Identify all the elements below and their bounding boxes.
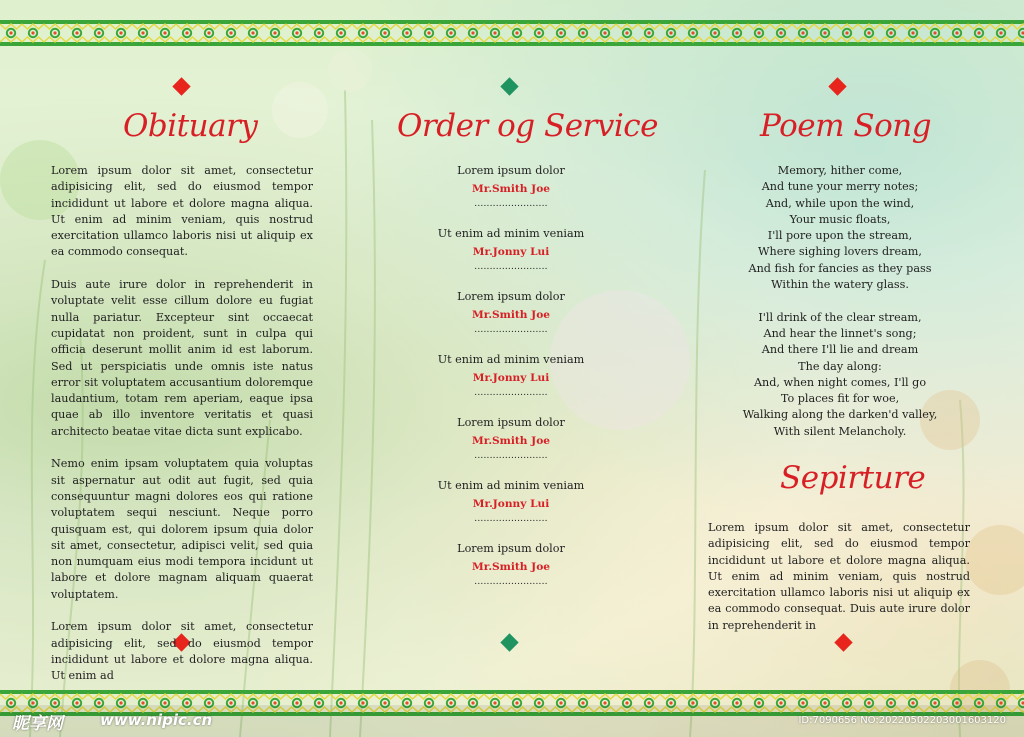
watermark-strip (0, 705, 1024, 737)
poem-text (735, 163, 945, 456)
obituary-text (51, 163, 313, 701)
scripture-paragraph: Lorem ipsum dolor sit amet, consectetur adipisicing elit, sed do eiusmod tempor incididunt ut labore et dolore magna aliqua. Ut enim ad minim veniam, quis nostrud exercitation ullamco laboris nisi ut aliquip ex ea commodo consequat. Duis aute irure dolor in reprehenderit in (708, 521, 970, 632)
poem-line: Within the watery glass. (771, 278, 909, 292)
scripture-heading: Sepirture (780, 460, 926, 496)
service-item-title: Lorem ipsum dolor (457, 542, 565, 555)
service-item-name: Mr.Smith Joe (471, 561, 550, 573)
obituary-paragraph: Duis aute irure dolor in reprehenderit in voluptate velit esse cillum dolore eu fugiat nulla pariatur. Excepteur sint occaecat cupidatat non proident, sunt in culpa qui officia deserunt mollit anim id est laborum. Sed ut perspiciatis unde omnis iste natus error sit voluptatem accusantium doloremque laudantium, totam rem aperiam, eaque ipsa quae ab illo inventore veritatis et quasi architecto beatae vitae dicta sunt explicabo. (51, 278, 313, 438)
obituary-paragraph: Lorem ipsum dolor sit amet, consectetur adipisicing elit, sed do eiusmod tempor incididunt ut labore et dolore magna aliqua. Ut enim ad minim veniam, quis nostrud exercitation ullamco laboris nisi ut aliquip ex ea commodo consequat. (51, 164, 313, 259)
poem-line: And there I'll lie and dream (761, 343, 919, 357)
top-ornament-border (0, 20, 1024, 46)
poem-line: Where sighing lovers dream, (758, 245, 922, 259)
service-item-name: Mr.Jonny Lui (472, 246, 550, 258)
watermark-url: www.nipic.cn (100, 711, 213, 729)
poem-line: Your music floats, (789, 212, 891, 226)
poem-line: With silent Melancholy. (773, 424, 907, 438)
poem-line: And tune your merry notes; (761, 180, 919, 194)
poem-line: To places fit for woe, (780, 392, 900, 406)
service-item (400, 226, 622, 289)
order-of-service-heading: Order og Service (397, 108, 658, 144)
service-item-title: Lorem ipsum dolor (457, 416, 565, 429)
service-item-dots: ........................ (474, 577, 548, 587)
service-item-name: Mr.Jonny Lui (472, 498, 550, 510)
service-item (400, 289, 622, 352)
poem-song-heading: Poem Song (760, 108, 932, 144)
service-item (400, 352, 622, 415)
poem-line: And, when night comes, I'll go (753, 375, 927, 389)
poem-line: And, while upon the wind, (765, 196, 915, 210)
service-item-title: Ut enim ad minim veniam (437, 227, 585, 240)
service-item-name: Mr.Jonny Lui (472, 372, 550, 384)
service-item-title: Ut enim ad minim veniam (437, 479, 585, 492)
poem-line: I'll pore upon the stream, (767, 229, 913, 243)
poem-stanza (735, 310, 945, 440)
service-item (400, 541, 622, 604)
obituary-heading: Obituary (123, 108, 258, 144)
service-list (400, 163, 622, 604)
service-item-dots: ........................ (474, 262, 548, 272)
poem-line: And fish for fancies as they pass (748, 261, 932, 275)
service-item (400, 415, 622, 478)
service-item-name: Mr.Smith Joe (471, 435, 550, 447)
service-item (400, 163, 622, 226)
obituary-paragraph: Lorem ipsum dolor sit amet, consectetur adipisicing elit, sed do eiusmod tempor incididunt ut labore et dolore magna aliqua. Ut enim ad (51, 620, 313, 683)
poem-stanza (735, 163, 945, 293)
poem-line: Walking along the darken'd valley, (742, 408, 938, 422)
service-item-name: Mr.Smith Joe (471, 183, 550, 195)
service-item-dots: ........................ (474, 514, 548, 524)
poem-line: And hear the linnet's song; (763, 326, 917, 340)
service-item-title: Lorem ipsum dolor (457, 290, 565, 303)
poem-line: The day along: (798, 359, 882, 373)
watermark-id: ID:7090656 NO:20220502203001603120 (798, 715, 1006, 726)
service-item-name: Mr.Smith Joe (471, 309, 550, 321)
service-item-dots: ........................ (474, 325, 548, 335)
service-item-dots: ........................ (474, 451, 548, 461)
poem-line: I'll drink of the clear stream, (758, 310, 922, 324)
watermark-logo: 昵享网 (12, 714, 63, 734)
service-item-dots: ........................ (474, 199, 548, 209)
scripture-text (708, 520, 970, 650)
service-item-title: Lorem ipsum dolor (457, 164, 565, 177)
obituary-paragraph: Nemo enim ipsam voluptatem quia voluptas sit aspernatur aut odit aut fugit, sed quia consequuntur magni dolores eos qui ratione voluptatem sequi nesciunt. Neque porro quisquam est, qui dolorem ipsum quia dolor sit amet, consectetur, adipisci velit, sed quia non numquam eius modi tempora incidunt ut labore et dolore magnam aliquam quaerat voluptatem. (51, 457, 313, 601)
poem-line: Memory, hither come, (777, 164, 903, 177)
service-item (400, 478, 622, 541)
service-item-title: Ut enim ad minim veniam (437, 353, 585, 366)
service-item-dots: ........................ (474, 388, 548, 398)
